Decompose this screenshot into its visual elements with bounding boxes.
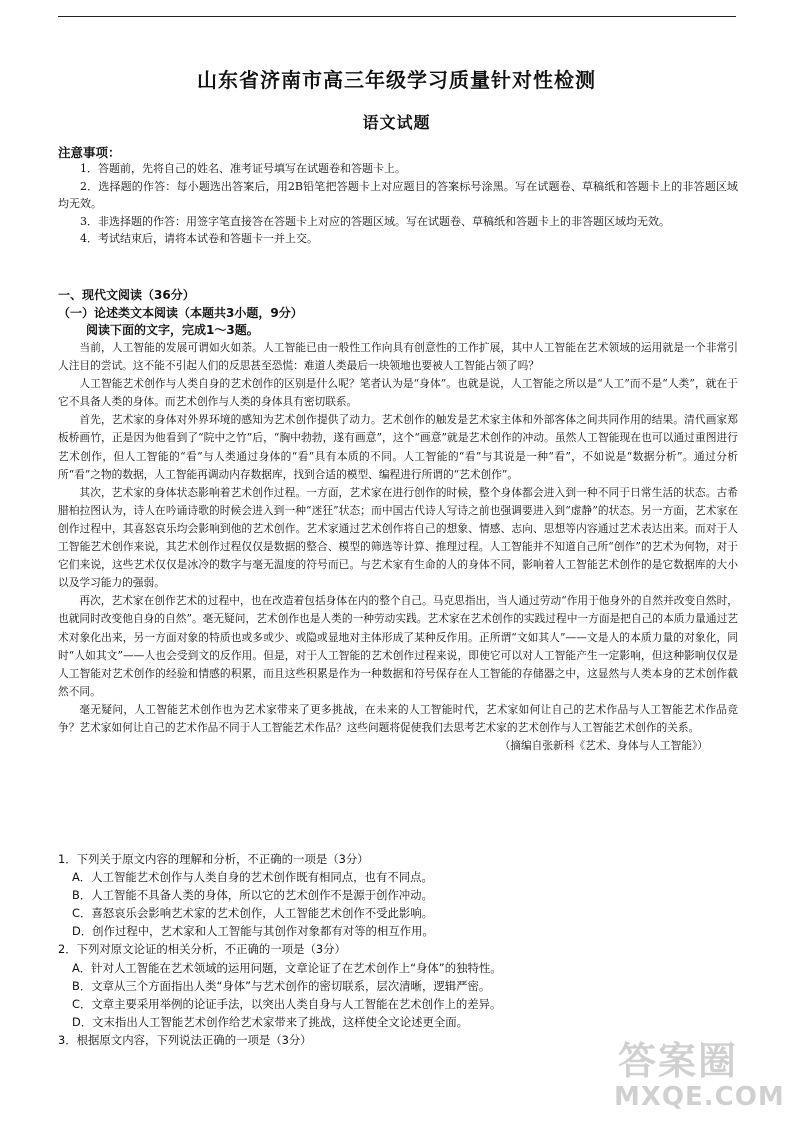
question-option: B．文章从三个方面指出人类“身体”与艺术创作的密切联系，层次清晰，逻辑严密。 xyxy=(72,978,491,993)
section-heading: 一、现代文阅读（36分） xyxy=(58,288,195,302)
subsection-heading: （一）论述类文本阅读（本题共3小题，9分） xyxy=(58,306,303,320)
question-option: C．文章主要采用举例的论证手法，以突出人类自身与人工智能在艺术创作上的差异。 xyxy=(72,996,502,1011)
exam-title: 山东省济南市高三年级学习质量针对性检测 xyxy=(197,68,596,92)
question-option: D．文末指出人工智能艺术创作给艺术家带来了挑战，这样使全文论述更全面。 xyxy=(72,1014,469,1029)
question-option: A．人工智能艺术创作与人类自身的艺术创作既有相同点，也有不同点。 xyxy=(72,870,433,885)
watermark-logo-text: 答案圈 xyxy=(618,1039,739,1083)
notes-list xyxy=(58,160,738,248)
watermark-logo xyxy=(608,1030,788,1120)
question-stem: 2．下列对原文论证的相关分析，不正确的一项是（3分） xyxy=(58,942,346,957)
passage-paragraph: 人工智能艺术创作与人类自身的艺术创作的区别是什么呢？笔者认为是“身体”。也就是说，人工智能之所以是“人工”而不是“人类”，就在于它不具备人类的身体。而艺术创作与人类的身体具有密切联系。 xyxy=(58,377,738,409)
reading-passage xyxy=(58,339,738,755)
reading-instruction: 阅读下面的文字，完成1～3题。 xyxy=(86,323,259,337)
question-option: C．喜怒哀乐会影响艺术家的艺术创作，人工智能艺术创作不受此影响。 xyxy=(72,906,434,921)
note-item: 3．非选择题的作答：用签字笔直接答在答题卡上对应的答题区域。写在试题卷、草稿纸和答题卡上的非答题区域均无效。 xyxy=(80,214,670,228)
question-option: B．人工智能不具备人类的身体，所以它的艺术创作不是源于创作冲动。 xyxy=(72,888,433,903)
question-option: A．针对人工智能在艺术领域的运用问题，文章论证了在艺术创作上“身体”的独特性。 xyxy=(72,960,502,975)
passage-paragraph: 其次，艺术家的身体状态影响着艺术创作过程。一方面，艺术家在进行创作的时候，整个身体都会进入到一种不同于日常生活的状态。古希腊柏拉图认为，诗人在吟诵诗歌的时候会进入到一种“迷狂”状态；而中国古代诗人写诗之前也强调要进入到“虚静”的状态。另一方面，艺术家在创作过程中，其喜怒哀乐均会影响到他的艺术创作。艺术家通过艺术创作将自己的想象、情感、志向、思想等内容通过艺术表达出来。而对于人工智能艺术创作来说，其艺术创作过程仅仅是数据的整合、模型的筛选等计算、推理过程。人工智能并不知道自己所“创作”的艺术为何物，对于它们来说，这些艺术仅仅是冰冷的数字与毫无温度的符号而已。与艺术家有生命的人的身体不同，影响着人工智能艺术创作的是它数据库的大小以及学习能力的强弱。 xyxy=(58,485,738,590)
question-stem: 1．下列关于原文内容的理解和分析，不正确的一项是（3分） xyxy=(58,852,369,866)
passage-paragraph: 当前，人工智能的发展可谓如火如荼。人工智能已由一般性工作向具有创意性的工作扩展，其中人工智能在艺术领域的运用就是一个非常引人注目的尝试。这不能不引起人们的反思甚至恐慌：难道人类最后一块领地也要被人工智能占领了吗？ xyxy=(58,341,738,373)
note-item: 4．考试结束后，请将本试卷和答题卡一并上交。 xyxy=(80,232,318,246)
question-stem: 3．根据原文内容，下列说法正确的一项是（3分） xyxy=(58,1032,312,1047)
watermark-url: MXQE.COM xyxy=(614,1082,785,1112)
passage-source: （摘编自张新科《艺术、身体与人工智能》） xyxy=(499,739,708,753)
passage-paragraph: 毫无疑问，人工智能艺术创作也为艺术家带来了更多挑战，在未来的人工智能时代，艺术家如何让自己的艺术作品与人工智能艺术作品竞争？艺术家如何让自己的艺术作品不同于人工智能艺术作品？这些问题将促使我们去思考艺术家的艺术创作与人工智能艺术创作的关系。 xyxy=(58,702,738,734)
exam-subtitle: 语文试题 xyxy=(362,113,431,132)
note-item: 2．选择题的作答：每小题选出答案后，用2B铅笔把答题卡上对应题目的答案标号涂黑。写在试题卷、草稿纸和答题卡上的非答题区域均无效。 xyxy=(58,179,738,211)
passage-paragraph: 首先，艺术家的身体对外界环境的感知为艺术创作提供了动力。艺术创作的触发是艺术家主体和外部客体之间共同作用的结果。清代画家郑板桥画竹，正是因为他看到了“院中之竹”后，“胸中勃勃，遂有画意”，这个“画意”就是艺术创作的冲动。虽然人工智能现在也可以通过重图进行艺术创作，但人工智能的“看”与人类通过身体的“看”具有本质的不同。人工智能的“看”与其说是一种“看”，不如说是“数据分析”。通过分析所“看”之物的数据，人工智能再调动内存数据库，找到合适的模型、编程进行所谓的“艺术创作”。 xyxy=(58,413,738,481)
question-list xyxy=(58,850,738,1049)
top-rule xyxy=(58,16,736,17)
note-item: 1．答题前，先将自己的姓名、准考证号填写在试题卷和答题卡上。 xyxy=(80,162,406,175)
question-option: D．创作过程中，艺术家和人工智能与其创作对象都有对等的相互作用。 xyxy=(72,924,434,939)
passage-paragraph: 再次，艺术家在创作艺术的过程中，也在改造着包括身体在内的整个自己。马克思指出，当人通过劳动“作用于他身外的自然并改变自然时，也就同时改变他自身的自然”。毫无疑问，艺术创作也是人类的一种劳动实践。艺术家在艺术创作的实践过程中一方面是把自己的本质力量通过艺术对象化出来，另一方面对象的特质也或多或少、或隐或显地对主体形成了某种反作用。正所谓“文如其人”——文是人的本质力量的对象化，同时“人如其文”——人也会受到文的反作用。但是，对于人工智能的艺术创作过程来说，即使它可以对人工智能产生一定影响，但这种影响仅仅是人工智能对艺术创作的经验和情感的积累，而且这些积累是作为一种数据和符号保存在人工智能的存储器之中，这显然与人类本身的艺术创作截然不同。 xyxy=(58,594,738,698)
notes-heading: 注意事项： xyxy=(58,145,121,160)
